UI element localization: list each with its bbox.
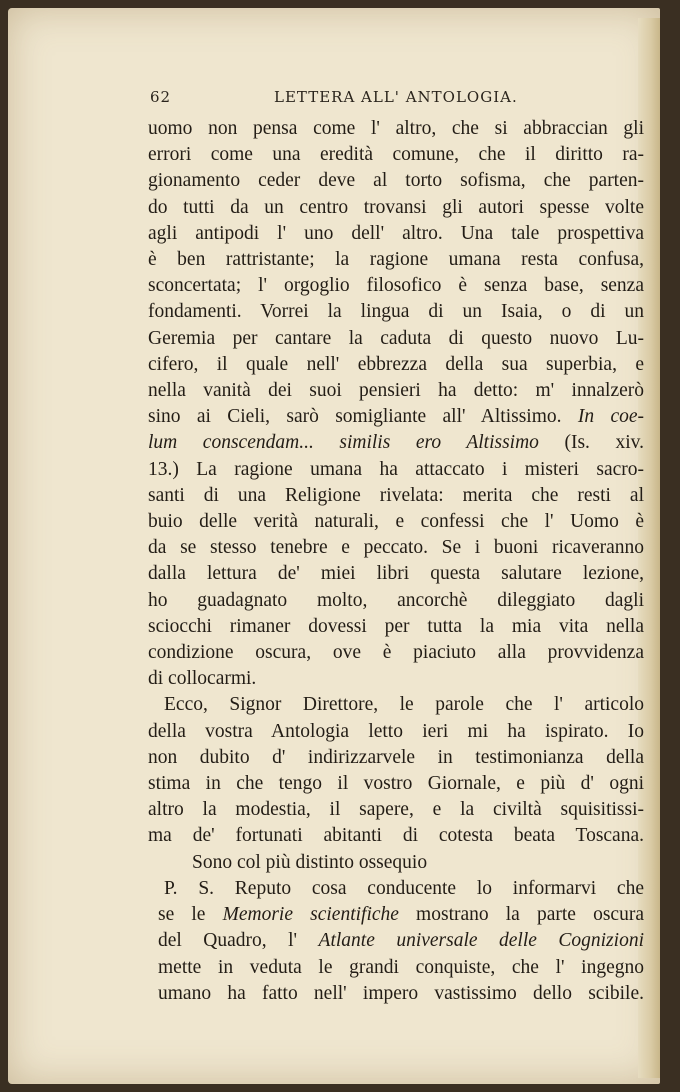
page-number: 62 [150, 88, 172, 106]
text-segment: Sono col più distinto ossequio [192, 851, 428, 873]
text-segment: fondamenti. Vorrei la lingua di un Isaia, o di un [148, 301, 644, 323]
text-segment: errori come una eredità comune, che il diritto ra- [148, 144, 644, 166]
text-line [148, 823, 644, 849]
text-segment: condizione oscura, ove è piaciuto alla provvidenza [148, 642, 644, 664]
text-segment: ma de' fortunati abitanti di cotesta beata Toscana. [148, 825, 644, 847]
text-segment: di collocarmi. [148, 668, 257, 690]
text-line [148, 928, 644, 954]
text-segment: P. S. Reputo cosa conducente lo informarvi che [164, 877, 644, 899]
text-line [148, 483, 644, 509]
text-segment: se le [158, 904, 223, 926]
italic-text: In coe- [577, 406, 644, 428]
text-line [148, 640, 644, 666]
text-line [148, 299, 644, 325]
text-segment: cifero, il quale nell' ebbrezza della sua superbia, e [148, 353, 644, 375]
text-segment: dalla lettura de' miei libri questa salutare lezione, [148, 563, 644, 585]
body-text [148, 116, 644, 1007]
text-line [148, 457, 644, 483]
text-line [148, 797, 644, 823]
text-line [148, 981, 644, 1007]
text-segment: non dubito d' indirizzarvele in testimonianza della [148, 746, 644, 768]
text-line [148, 168, 644, 194]
text-segment: della vostra Antologia letto ieri mi ha ispirato. Io [148, 720, 644, 742]
text-segment: mostrano la parte oscura [398, 904, 644, 926]
text-segment: agli antipodi l' uno dell' altro. Una tale prospettiva [148, 222, 644, 244]
text-line [148, 195, 644, 221]
text-segment: stima in che tengo il vostro Giornale, e più d' ogni [148, 773, 644, 795]
text-line [148, 142, 644, 168]
text-line [148, 430, 644, 456]
text-line [148, 588, 644, 614]
italic-text: Atlante universale delle Cognizioni [318, 930, 644, 952]
text-line [148, 771, 644, 797]
italic-text: Memorie scientifiche [222, 904, 399, 926]
text-segment: Ecco, Signor Direttore, le parole che l' articolo [164, 694, 644, 716]
text-segment: da se stesso tenebre e peccato. Se i buoni ricaveranno [148, 537, 644, 559]
text-line [148, 404, 644, 430]
text-segment: santi di una Religione rivelata: merita che resti al [148, 484, 644, 506]
text-line [148, 850, 644, 876]
text-segment: del Quadro, l' [158, 930, 319, 952]
text-line [148, 116, 644, 142]
text-line [148, 378, 644, 404]
text-line [148, 326, 644, 352]
text-line [148, 719, 644, 745]
text-segment: mette in veduta le grandi conquiste, che l' ingegno [158, 956, 644, 978]
text-line [148, 221, 644, 247]
text-segment: sino ai Cieli, sarò somigliante all' Altissimo. [148, 406, 578, 428]
text-line [148, 535, 644, 561]
text-line [148, 692, 644, 718]
text-line [148, 902, 644, 928]
text-segment: (Is. xiv. [538, 432, 645, 454]
text-line [148, 247, 644, 273]
text-line [148, 273, 644, 299]
text-segment: nella vanità dei suoi pensieri ha detto: m' innalzerò [148, 380, 644, 402]
text-line [148, 745, 644, 771]
text-segment: ho guadagnato molto, ancorchè dileggiato dagli [148, 589, 644, 611]
text-segment: umano ha fatto nell' impero vastissimo dello scibile. [158, 982, 644, 1004]
running-title: LETTERA ALL' ANTOLOGIA. [274, 88, 518, 106]
text-line [148, 509, 644, 535]
text-segment: 13.) La ragione umana ha attaccato i misteri sacro- [148, 458, 644, 480]
italic-text: lum conscendam... similis ero Altissimo [148, 432, 539, 454]
text-segment: uomo non pensa come l' altro, che si abbraccian gli [148, 118, 644, 139]
text-segment: sciocchi rimaner dovessi per tutta la mia vita nella [148, 615, 644, 637]
text-segment: Geremia per cantare la caduta di questo nuovo Lu- [148, 327, 644, 349]
text-segment: sconcertata; l' orgoglio filosofico è senza base, senza [148, 275, 644, 297]
text-segment: è ben rattristante; la ragione umana resta confusa, [148, 249, 644, 271]
text-line [148, 876, 644, 902]
text-segment: altro la modestia, il sapere, e la civiltà squisitissi- [148, 799, 644, 821]
text-segment: buio delle verità naturali, e confessi che l' Uomo è [148, 511, 644, 533]
text-segment: do tutti da un centro trovansi gli autori spesse volte [148, 196, 644, 218]
text-line [148, 955, 644, 981]
text-line [148, 352, 644, 378]
text-line [148, 561, 644, 587]
text-segment: gionamento ceder deve al torto sofisma, che parten- [148, 170, 644, 192]
text-line [148, 614, 644, 640]
text-line [148, 666, 644, 692]
